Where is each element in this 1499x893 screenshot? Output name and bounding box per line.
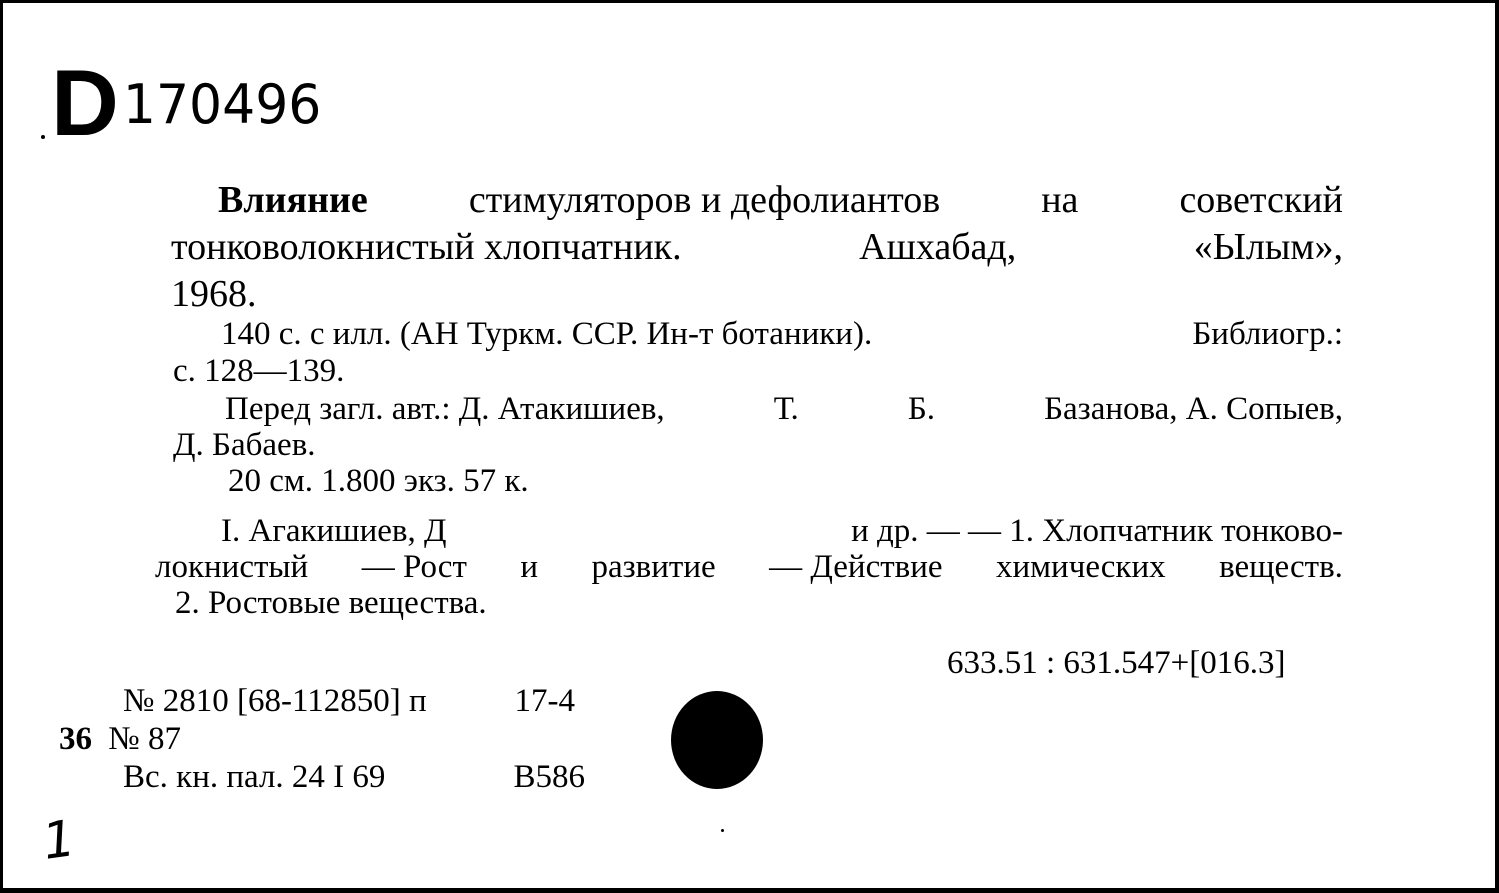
physical-details: 20 см. 1.800 экз. 57 к.	[228, 463, 529, 499]
authors-a: Перед загл. авт.: Д. Атакишиев,	[225, 391, 665, 427]
title-place: Ашхабад,	[859, 226, 1017, 268]
subjects-author: I. Агакишиев, Д	[221, 513, 447, 549]
records-number: № 2810 [68-112850] п	[123, 683, 427, 719]
records-line-2	[59, 723, 181, 756]
records-stamp-code: В586	[513, 759, 585, 795]
records-line-3	[123, 761, 585, 794]
title-publisher: «Ылым»,	[1193, 226, 1343, 268]
authors-line-2: Д. Бабаев.	[173, 427, 316, 463]
records-line-1	[123, 685, 575, 718]
subjects-word-7: веществ.	[1219, 549, 1343, 585]
description-bibliography: Библиогр.:	[1192, 316, 1343, 352]
title-words-a: стимуляторов и дефолиантов	[468, 179, 941, 221]
records-code: 17-4	[514, 683, 575, 719]
subjects-line-1	[221, 515, 1343, 548]
title-words-c: советский	[1179, 179, 1343, 221]
authors-line-1	[225, 393, 1343, 426]
call-number	[51, 50, 322, 155]
classification-code: 633.51 : 631.547+[016.3]	[947, 645, 1286, 681]
subjects-word-2: — Рост	[361, 549, 467, 585]
ink-speck-2	[721, 829, 724, 832]
ink-speck	[41, 135, 45, 139]
punch-hole	[671, 691, 763, 789]
description-pages: 140 с. с илл. (АН Туркм. ССР. Ин-т ботаники).	[221, 316, 873, 352]
records-chamber: Вс. кн. пал. 24 I 69	[123, 759, 386, 795]
authors-c: Б.	[907, 391, 936, 427]
title-words-b: на	[1041, 179, 1079, 221]
title-line-2	[171, 228, 1343, 266]
title-year: 1968.	[171, 273, 257, 315]
description-line-1	[221, 318, 1343, 351]
handwritten-mark: 1	[39, 809, 79, 871]
authors-d: Базанова, А. Сопыев,	[1044, 391, 1343, 427]
subjects-word-6: химических	[996, 549, 1166, 585]
subjects-word-3: и	[520, 549, 539, 585]
subjects-word-4: развитие	[591, 549, 716, 585]
description-line-2: с. 128—139.	[173, 353, 345, 389]
title-line-2-a: тонковолокнистый хлопчатник.	[171, 226, 682, 268]
authors-b: Т.	[773, 391, 799, 427]
subjects-line-2	[155, 551, 1343, 584]
title-line-1	[218, 181, 1343, 219]
subjects-word-1: локнистый	[155, 549, 309, 585]
subjects-word-5: — Действие	[769, 549, 943, 585]
records-entry: № 87	[108, 721, 181, 757]
call-number-digits: 170496	[122, 73, 322, 137]
records-prefix: 36	[59, 721, 92, 757]
title-first-word: Влияние	[218, 179, 368, 221]
subjects-line-3: 2. Ростовые вещества.	[175, 585, 487, 621]
subjects-topic: и др. — — 1. Хлопчатник тонково-	[851, 513, 1343, 549]
call-number-letter: D	[51, 50, 117, 155]
